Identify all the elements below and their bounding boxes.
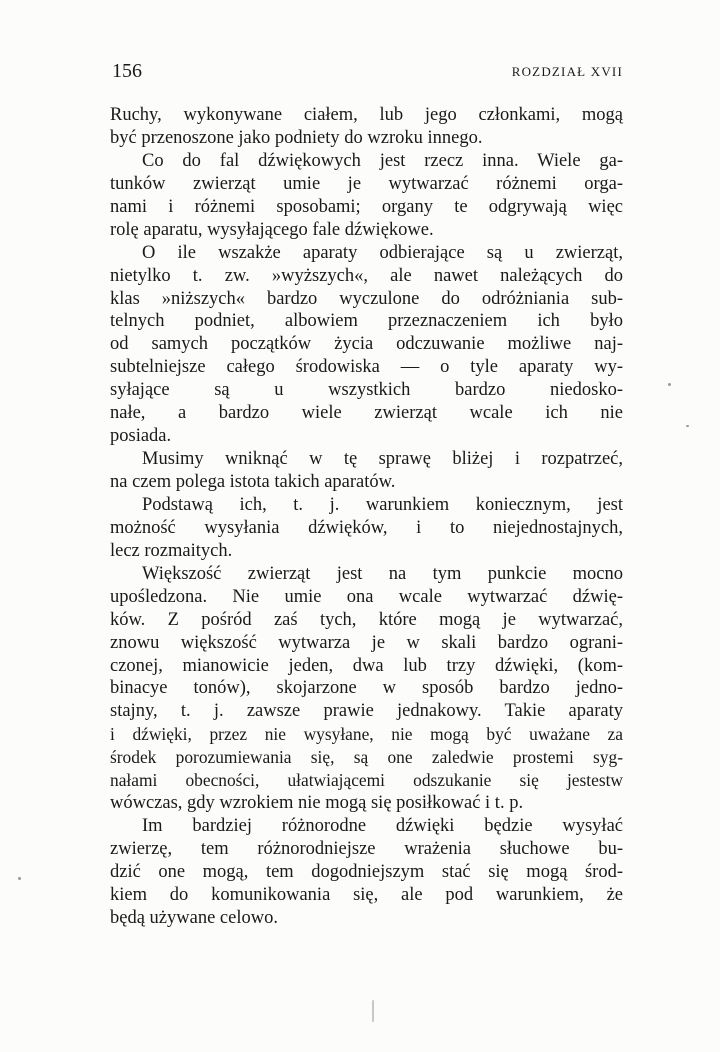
text-line: nałami obecności, ułatwiającemi odszukanie się jestestw xyxy=(110,770,623,791)
text-line: Większość zwierząt jest na tym punkcie mocno xyxy=(142,563,623,584)
text-line: dzić one mogą, tem dogodniejszym stać się mogą środ- xyxy=(110,861,623,882)
scan-speck xyxy=(668,383,671,386)
scan-speck xyxy=(372,1000,374,1022)
text-line: nietylko t. zw. »wyższych«, ale nawet należących do xyxy=(110,265,623,286)
text-line: Ruchy, wykonywane ciałem, lub jego członkami, mogą xyxy=(110,105,623,125)
text-line: binacye tonów), skojarzone w sposób bardzo jedno- xyxy=(110,678,623,699)
text-line: nami i różnemi sposobami; organy te odgrywają więc xyxy=(110,196,623,217)
text-line: zwierzę, tem różnorodniejsze wrażenia słuchowe bu- xyxy=(110,839,623,859)
text-line: posiada. xyxy=(110,426,172,447)
text-line: Podstawą ich, t. j. warunkiem koniecznym, jest xyxy=(142,494,623,515)
text-line: środek porozumiewania się, są one zaledwie prostemi syg- xyxy=(110,747,623,768)
text-line: syłające są u wszystkich bardzo niedosko- xyxy=(110,380,623,401)
text-line: być przenoszone jako podniety do wzroku innego. xyxy=(110,127,483,148)
text-line: na czem polega istota takich aparatów. xyxy=(110,472,396,492)
text-line: Co do fal dźwiękowych jest rzecz inna. Wiele ga- xyxy=(142,150,623,171)
text-line: Im bardziej różnorodne dźwięki będzie wysyłać xyxy=(142,816,623,837)
text-line: klas »niższych« bardzo wyczulone do odróżniania sub- xyxy=(110,288,623,309)
scan-speck xyxy=(18,877,21,880)
text-line: upośledzona. Nie umie ona wcale wytwarzać dźwię- xyxy=(110,586,623,607)
text-line: od samych początków życia odczuwanie możliwe naj- xyxy=(110,334,623,355)
text-line: będą używane celowo. xyxy=(110,907,278,928)
text-line: ków. Z pośród zaś tych, które mogą je wytwarzać, xyxy=(110,609,623,630)
text-line: Musimy wniknąć w tę sprawę bliżej i rozpatrzeć, xyxy=(142,449,623,470)
page-number: 156 xyxy=(112,60,142,82)
text-line: subtelniejsze całego środowiska — o tyle aparaty wy- xyxy=(110,357,623,378)
body-text xyxy=(110,104,623,930)
text-line: wówczas, gdy wzrokiem nie mogą się posiłkować i t. p. xyxy=(110,793,524,814)
text-line: O ile wszakże aparaty odbierające są u zwierząt, xyxy=(142,242,623,263)
text-line: telnych podniet, albowiem przeznaczeniem ich było xyxy=(110,311,623,332)
text-line: lecz rozmaitych. xyxy=(110,540,233,561)
text-line: rolę aparatu, wysyłającego fale dźwiękowe. xyxy=(110,219,434,240)
text-line: tunków zwierząt umie je wytwarzać różnemi orga- xyxy=(110,173,623,194)
text-line: czonej, mianowicie jeden, dwa lub trzy dźwięki, (kom- xyxy=(110,655,623,676)
text-line: znowu większość wytwarza je w skali bardzo ograni- xyxy=(110,632,623,653)
text-line: stajny, t. j. zawsze prawie jednakowy. Takie aparaty xyxy=(110,701,623,722)
text-line: i dźwięki, przez nie wysyłane, nie mogą być uważane za xyxy=(110,724,623,745)
text-line: nałe, a bardzo wiele zwierząt wcale ich nie xyxy=(110,403,623,424)
page-header xyxy=(112,60,623,84)
scan-speck xyxy=(686,425,689,427)
text-line: kiem do komunikowania się, ale pod warunkiem, że xyxy=(110,884,623,905)
text-line: możność wysyłania dźwięków, i to niejednostajnych, xyxy=(110,517,623,538)
running-head: ROZDZIAŁ XVII xyxy=(511,64,623,79)
